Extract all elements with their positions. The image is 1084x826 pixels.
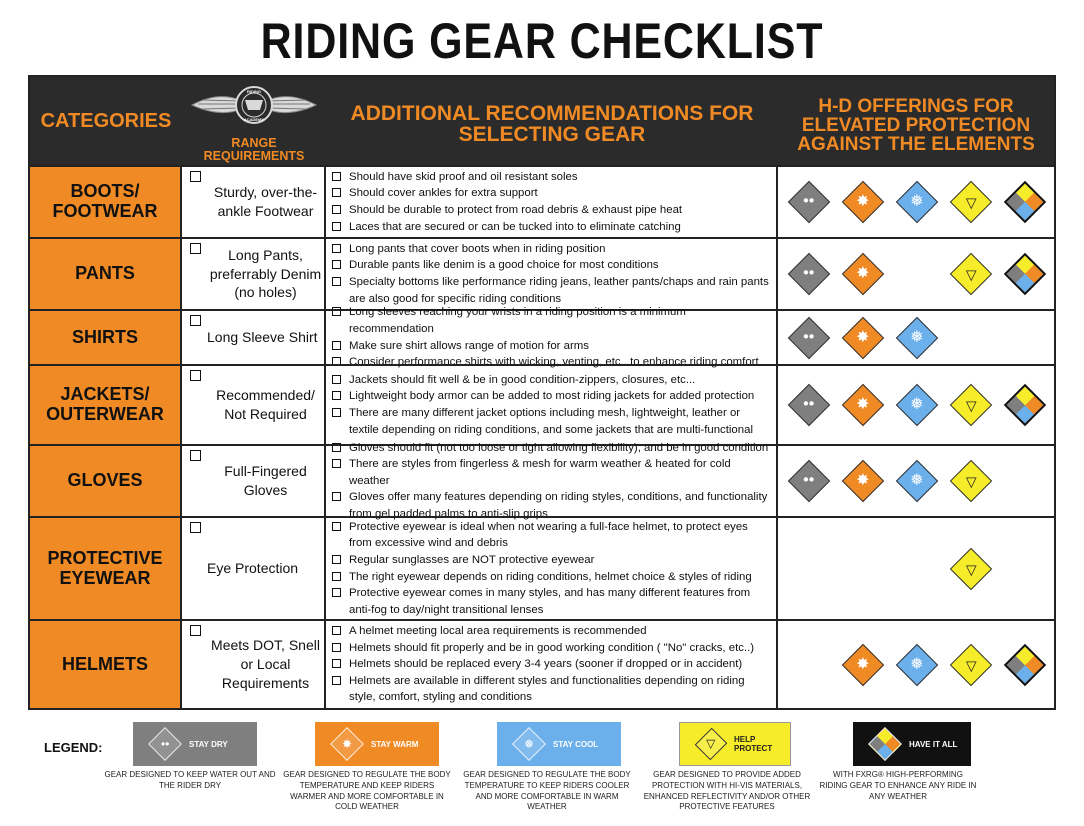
requirement-checkbox[interactable] — [190, 370, 201, 381]
help-protect-icon — [950, 460, 992, 502]
table-row — [30, 516, 1054, 619]
offering-slot — [848, 259, 878, 289]
recommendation-text: Protective eyewear comes in many styles, and has many different features from anti-fog to day/night transitional lenses — [349, 587, 751, 616]
offering-slot — [902, 466, 932, 496]
recommendations-cell — [326, 441, 778, 520]
offering-slot — [794, 323, 824, 353]
table-row — [30, 619, 1054, 708]
recommendation-text: Gloves should fit (not too loose or tight allowing flexibility), and be in good condition — [349, 441, 769, 454]
offering-slot — [848, 390, 878, 420]
recommendations-cell — [326, 366, 778, 444]
offerings-cell — [778, 366, 1054, 444]
recommendation-checkbox[interactable] — [332, 188, 341, 197]
requirement-text: Eye Protection — [207, 560, 299, 577]
legend-name: STAY DRY — [189, 739, 228, 749]
offerings-cell — [778, 311, 1054, 364]
recommendation-text: Lightweight body armor can be added to most riding jackets for added protection — [349, 390, 755, 403]
offering-slot — [794, 187, 824, 217]
help-protect-glyph: ▽ — [965, 194, 977, 210]
offering-slot — [848, 323, 878, 353]
recommendation-text: Long pants that cover boots when in riding position — [349, 242, 606, 255]
legend-name: HELP PROTECT — [733, 735, 773, 753]
recommendation-text: Specialty bottoms like performance riding jeans, leather pants/chaps and rain pants are also good for specific riding conditions — [349, 276, 769, 305]
recommendation-item — [332, 585, 770, 618]
stay-cool-glyph: ❅ — [910, 472, 924, 489]
requirement-text: Sturdy, over-the-ankle Footwear — [213, 184, 318, 219]
table-row — [30, 165, 1054, 237]
recommendation-item — [332, 338, 770, 355]
stay-dry-icon — [788, 316, 830, 358]
category-cell: BOOTS/ FOOTWEAR — [30, 167, 182, 237]
recommendations-cell — [326, 621, 778, 708]
stay-dry-glyph: •• — [803, 264, 815, 282]
recommendation-item — [332, 656, 770, 673]
stay-dry-glyph: •• — [803, 328, 815, 346]
recommendation-item — [332, 552, 770, 569]
requirement-cell — [182, 621, 326, 708]
recommendation-item — [332, 440, 770, 457]
help-protect-glyph: ▽ — [965, 560, 977, 577]
recommendation-item — [332, 519, 770, 552]
recommendation-checkbox[interactable] — [332, 205, 341, 214]
have-it-all-icon — [868, 727, 902, 761]
help-protect-glyph: ▽ — [965, 397, 977, 413]
stay-cool-glyph: ❅ — [910, 396, 924, 413]
recommendation-text: A helmet meeting local area requirements is recommended — [349, 625, 647, 638]
stay-warm-icon — [842, 460, 884, 502]
help-protect-icon — [950, 181, 992, 223]
table-row — [30, 441, 1054, 520]
stay-dry-glyph: •• — [803, 192, 815, 210]
stay-dry-icon — [788, 384, 830, 426]
table-row — [30, 237, 1054, 309]
recommendation-text: There are many different jacket options including mesh, lightweight, leather or textile depending on riding conditions, and some jackets that are multi-functional — [349, 407, 753, 436]
stay-cool-glyph: ❅ — [910, 328, 924, 346]
category-cell: SHIRTS — [30, 311, 182, 364]
recommendations-cell — [326, 167, 778, 237]
logo-text-top: RIDING — [247, 89, 261, 94]
stay-dry-icon — [788, 253, 830, 295]
checklist-table — [28, 75, 1056, 710]
category-cell: PANTS — [30, 239, 182, 309]
recommendation-text: Should be durable to protect from road debris & exhaust pipe heat — [349, 204, 683, 216]
recommendation-item — [332, 640, 770, 657]
recommendation-item — [332, 623, 770, 640]
legend-swatch-fill — [133, 722, 257, 766]
offering-slot — [902, 323, 932, 353]
stay-warm-glyph: ✸ — [856, 193, 870, 210]
legend-swatch-stay-cool — [497, 722, 621, 766]
requirement-checkbox[interactable] — [190, 625, 201, 636]
offerings-cell — [778, 239, 1054, 309]
stay-warm-glyph: ✸ — [856, 472, 870, 489]
legend-name: STAY WARM — [371, 739, 419, 749]
stay-cool-icon — [896, 181, 938, 223]
offering-slot — [956, 554, 986, 584]
recommendation-text: The right eyewear depends on riding conditions, helmet choice & styles of riding — [349, 570, 752, 583]
have-it-all-icon — [1004, 384, 1046, 426]
offering-slot — [848, 650, 878, 680]
offering-slot — [848, 466, 878, 496]
requirement-cell — [182, 239, 326, 309]
offering-slot — [956, 650, 986, 680]
stay-warm-icon — [842, 181, 884, 223]
stay-dry-icon — [788, 181, 830, 223]
recommendation-item — [332, 274, 770, 307]
recommendation-checkbox[interactable] — [332, 222, 341, 231]
recommendation-checkbox[interactable] — [332, 277, 341, 286]
recommendation-checkbox[interactable] — [332, 375, 341, 384]
legend-description: WITH FXRG® HIGH-PERFORMING RIDING GEAR TO ENHANCE ANY RIDE IN ANY WEATHER — [819, 770, 977, 801]
recommendation-checkbox[interactable] — [332, 244, 341, 253]
offering-slot — [1010, 390, 1040, 420]
recommendation-text: Long sleeves reaching your wrists in a riding position is a minimum recommendation — [349, 306, 686, 335]
recommendation-item — [332, 456, 770, 489]
offering-slot — [956, 187, 986, 217]
recommendation-item — [332, 241, 770, 258]
offering-slot — [956, 466, 986, 496]
header-additional-recommendations: ADDITIONAL RECOMMENDATIONS FOR SELECTING GEAR — [350, 102, 754, 146]
recommendation-text: Laces that are secured or can be tucked into to eliminate catching — [349, 220, 681, 233]
help-protect-glyph: ▽ — [965, 473, 977, 489]
stay-warm-icon — [842, 643, 884, 685]
stay-cool-glyph: ❅ — [910, 655, 924, 673]
stay-dry-icon — [148, 727, 182, 761]
offering-slot — [848, 187, 878, 217]
help-protect-glyph: ▽ — [706, 737, 716, 751]
recommendation-item — [332, 388, 770, 405]
help-protect-icon — [950, 643, 992, 685]
recommendation-text: Should cover ankles for extra support — [349, 187, 538, 200]
legend-swatch-help-protect — [679, 722, 791, 766]
recommendation-checkbox[interactable] — [332, 676, 341, 685]
legend-swatch-stay-warm — [315, 722, 439, 766]
recommendations-cell — [326, 239, 778, 309]
requirement-checkbox[interactable] — [190, 315, 201, 326]
recommendation-checkbox[interactable] — [332, 588, 341, 597]
requirement-text: Meets DOT, Snell or Local Requirements — [211, 637, 320, 691]
recommendation-text: Should have skid proof and oil resistant soles — [349, 170, 578, 183]
requirement-cell — [182, 167, 326, 237]
riding-academy-logo — [188, 83, 320, 133]
offering-slot — [1010, 187, 1040, 217]
stay-warm-icon — [842, 316, 884, 358]
have-it-all-icon — [1004, 181, 1046, 223]
recommendation-item — [332, 304, 770, 337]
category-cell: GLOVES — [30, 446, 182, 516]
recommendation-text: Protective eyewear is ideal when not wearing a full-face helmet, to protect eyes from excessive wind and debris — [349, 520, 748, 550]
table-row — [30, 306, 1054, 369]
offering-slot — [794, 390, 824, 420]
recommendation-checkbox[interactable] — [332, 459, 341, 468]
recommendation-checkbox[interactable] — [332, 492, 341, 501]
help-protect-glyph: ▽ — [965, 656, 977, 673]
recommendation-item — [332, 405, 770, 438]
recommendation-item — [332, 219, 770, 236]
recommendation-item — [332, 569, 770, 586]
legend-swatch-fill — [315, 722, 439, 766]
requirement-text: Long Pants, preferrably Denim (no holes) — [209, 246, 322, 301]
legend-label: LEGEND: — [44, 740, 103, 755]
offerings-cell — [778, 167, 1054, 237]
offering-slot — [1010, 259, 1040, 289]
offering-slot — [794, 259, 824, 289]
offering-slot — [902, 187, 932, 217]
recommendation-text: There are styles from fingerless & mesh for warm weather & heated for cold weather — [349, 458, 731, 487]
recommendation-checkbox[interactable] — [332, 522, 341, 531]
recommendation-item — [332, 673, 770, 706]
page-title: RIDING GEAR CHECKLIST — [260, 13, 824, 69]
recommendation-checkbox[interactable] — [332, 659, 341, 668]
legend-name: HAVE IT ALL — [909, 739, 958, 749]
help-protect-icon — [950, 253, 992, 295]
recommendations-cell — [326, 306, 778, 369]
stay-warm-glyph: ✸ — [856, 655, 870, 673]
recommendation-checkbox[interactable] — [332, 626, 341, 635]
logo-text-bottom: ACADEMY — [243, 117, 265, 122]
help-protect-icon — [950, 384, 992, 426]
legend-swatch-fill — [497, 722, 621, 766]
stay-warm-icon — [330, 727, 364, 761]
recommendation-checkbox[interactable] — [332, 307, 341, 316]
help-protect-icon — [950, 547, 992, 589]
stay-dry-glyph: •• — [160, 737, 170, 751]
legend-swatch-fill — [853, 722, 971, 766]
stay-dry-glyph: •• — [803, 471, 815, 489]
stay-cool-icon — [896, 460, 938, 502]
offerings-cell — [778, 518, 1054, 619]
category-cell: HELMETS — [30, 621, 182, 708]
recommendation-text: Helmets are available in different styles and functionalities depending on riding style, comfort, styling and conditions — [349, 674, 745, 704]
recommendation-checkbox[interactable] — [332, 443, 341, 452]
recommendation-text: Jackets should fit well & be in good condition-zippers, closures, etc... — [349, 373, 696, 386]
legend-swatch-have-it-all — [853, 722, 971, 766]
stay-cool-glyph: ❅ — [523, 737, 535, 751]
offering-slot — [956, 259, 986, 289]
stay-dry-icon — [788, 460, 830, 502]
header-categories: CATEGORIES — [40, 110, 172, 132]
recommendation-text: Gloves offer many features depending on riding styles, conditions, and functionality from gel padded palms to anti-slip grips — [349, 491, 768, 520]
stay-cool-icon — [896, 316, 938, 358]
recommendations-cell — [326, 518, 778, 619]
recommendation-text: Make sure shirt allows range of motion for arms — [349, 339, 589, 352]
legend-description: GEAR DESIGNED TO REGULATE THE BODY TEMPERATURE AND KEEP RIDERS WARMER AND MORE COMFORTABLE IN COLD WEATHER — [283, 770, 451, 812]
recommendation-item — [332, 185, 770, 202]
legend-swatch-fill — [679, 722, 791, 766]
offering-slot — [902, 390, 932, 420]
help-protect-glyph: ▽ — [965, 266, 977, 282]
stay-warm-icon — [842, 253, 884, 295]
requirement-cell — [182, 446, 326, 516]
stay-cool-glyph: ❅ — [910, 193, 924, 210]
stay-warm-glyph: ✸ — [856, 265, 870, 282]
offering-slot — [956, 390, 986, 420]
have-it-all-icon — [1004, 253, 1046, 295]
recommendation-checkbox[interactable] — [332, 643, 341, 652]
stay-warm-glyph: ✸ — [856, 328, 870, 346]
requirement-text: Recommended/ Not Required — [216, 387, 315, 422]
requirement-text: Full-Fingered Gloves — [224, 463, 307, 498]
offering-slot — [902, 650, 932, 680]
recommendation-item — [332, 169, 770, 186]
help-protect-icon — [695, 728, 728, 761]
legend-description: GEAR DESIGNED TO PROVIDE ADDED PROTECTION WITH HI-VIS MATERIALS, ENHANCED REFLECTIVITY AND/OR OTHER PROTECTIVE FEATURES — [643, 770, 811, 812]
offerings-cell — [778, 446, 1054, 516]
recommendation-item — [332, 202, 770, 219]
recommendation-text: Consider performance shirts with wicking, venting, etc...to enhance riding comfort — [349, 356, 759, 369]
requirement-checkbox[interactable] — [190, 450, 201, 461]
recommendation-item — [332, 372, 770, 389]
stay-cool-icon — [896, 643, 938, 685]
requirement-cell — [182, 518, 326, 619]
recommendation-text: Helmets should be replaced every 3-4 years (sooner if dropped or in accident) — [349, 658, 743, 671]
stay-warm-icon — [842, 384, 884, 426]
recommendation-checkbox[interactable] — [332, 341, 341, 350]
table-row — [30, 364, 1054, 444]
recommendation-checkbox[interactable] — [332, 391, 341, 400]
category-cell: PROTECTIVE EYEWEAR — [30, 518, 182, 619]
header-range-label: RANGE REQUIREMENTS — [203, 136, 305, 164]
stay-warm-glyph: ✸ — [856, 396, 870, 413]
recommendation-text: Regular sunglasses are NOT protective eyewear — [349, 553, 595, 566]
recommendation-checkbox[interactable] — [332, 572, 341, 581]
table-header — [30, 77, 1054, 165]
recommendation-text: Helmets should fit properly and be in good working condition ( "No" cracks, etc..) — [349, 641, 755, 654]
requirement-text: Long Sleeve Shirt — [207, 329, 318, 346]
offering-slot — [794, 466, 824, 496]
offering-slot — [1010, 650, 1040, 680]
recommendation-checkbox[interactable] — [332, 555, 341, 564]
category-cell: JACKETS/ OUTERWEAR — [30, 366, 182, 444]
requirement-checkbox[interactable] — [190, 522, 201, 533]
legend-swatch-stay-dry — [133, 722, 257, 766]
recommendation-checkbox[interactable] — [332, 408, 341, 417]
requirement-checkbox[interactable] — [190, 171, 201, 182]
header-hd-offerings: H-D OFFERINGS FOR ELEVATED PROTECTION AGAINST THE ELEMENTS — [797, 96, 1035, 155]
offerings-cell — [778, 621, 1054, 708]
recommendation-item — [332, 257, 770, 274]
requirement-checkbox[interactable] — [190, 243, 201, 254]
stay-cool-icon — [896, 384, 938, 426]
stay-cool-icon — [512, 727, 546, 761]
legend-name: STAY COOL — [553, 739, 599, 749]
requirement-cell — [182, 366, 326, 444]
stay-warm-glyph: ✸ — [341, 737, 353, 751]
legend-description: GEAR DESIGNED TO REGULATE THE BODY TEMPERATURE TO KEEP RIDERS COOLER AND MORE COMFORTABLE IN WARM WEATHER — [463, 770, 631, 812]
have-it-all-icon — [1004, 643, 1046, 685]
recommendation-checkbox[interactable] — [332, 172, 341, 181]
recommendation-text: Durable pants like denim is a good choice for most conditions — [349, 259, 659, 272]
legend-description: GEAR DESIGNED TO KEEP WATER OUT AND THE RIDER DRY — [104, 770, 276, 790]
requirement-cell — [182, 311, 326, 364]
stay-dry-glyph: •• — [803, 395, 815, 413]
recommendation-checkbox[interactable] — [332, 260, 341, 269]
